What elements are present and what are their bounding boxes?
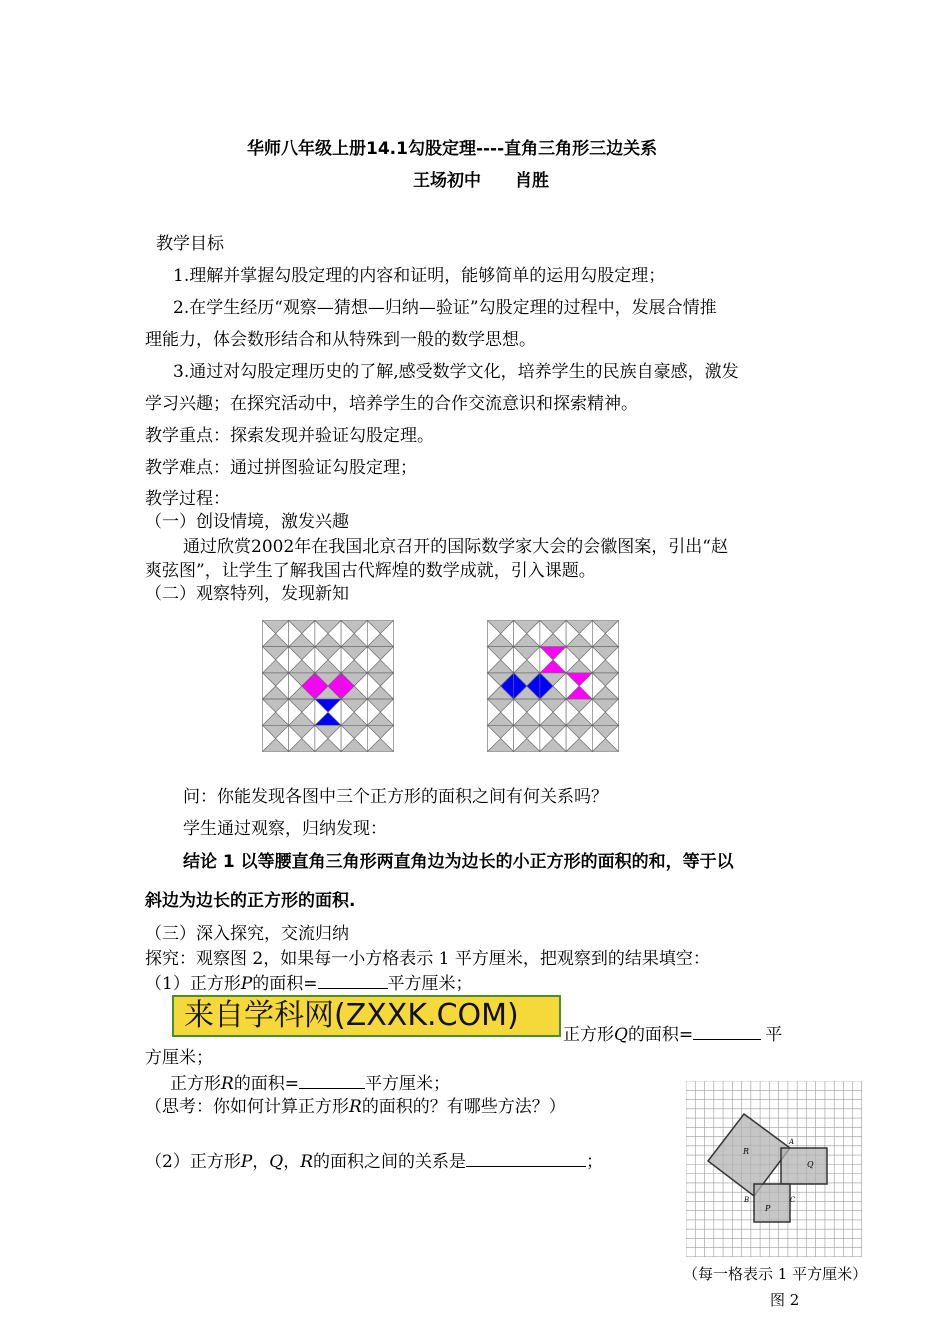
goal-item-2: 2.在学生经历“观察—猜想—归纳—验证”勾股定理的过程中，发展合情推 <box>173 298 717 318</box>
figure-2-label: 图 2 <box>770 1291 800 1309</box>
grid-figure-2 <box>686 1081 862 1257</box>
figure-2-caption: （每一格表示 1 平方厘米） <box>683 1265 868 1283</box>
question-1-r: 正方形R的面积= 平方厘米； <box>170 1074 451 1094</box>
question-1-q: 正方形Q的面积= 平 <box>563 1025 783 1045</box>
difficult-point: 教学难点：通过拼图验证勾股定理； <box>145 458 417 478</box>
goal-item-3-cont: 学习兴趣；在探究活动中，培养学生的合作交流意识和探索精神。 <box>145 394 638 414</box>
conclusion-1-cont: 斜边为边长的正方形的面积. <box>145 891 356 911</box>
tiling-figure-left <box>262 620 394 752</box>
label-b: B <box>744 1196 750 1204</box>
answer-blank-relation[interactable] <box>466 1150 586 1167</box>
section-2-heading: （二）观察特列，发现新知 <box>145 584 349 604</box>
answer-blank-q[interactable] <box>693 1023 761 1040</box>
section-1-text: 通过欣赏2002年在我国北京召开的国际数学家大会的会徽图案，引出“赵 <box>183 537 728 557</box>
question-2: （2）正方形P，Q，R的面积之间的关系是 ； <box>145 1152 604 1172</box>
observe-text: 学生通过观察，归纳发现： <box>183 819 387 839</box>
think-text: （思考：你如何计算正方形R的面积的？有哪些方法？） <box>145 1097 566 1117</box>
label-a: A <box>789 1138 795 1146</box>
tiling-figure-right <box>487 620 619 752</box>
watermark-banner: 来自学科网(ZXXK.COM) <box>172 995 561 1037</box>
label-q: Q <box>807 1160 814 1169</box>
question-text: 问：你能发现各图中三个正方形的面积之间有何关系吗？ <box>183 787 608 807</box>
page-title: 华师八年级上册14.1勾股定理----直角三角形三边关系 <box>247 139 658 159</box>
explore-text: 探究：观察图 2，如果每一小方格表示 1 平方厘米，把观察到的结果填空： <box>145 949 710 969</box>
section-1-heading: （一）创设情境，激发兴趣 <box>145 512 349 532</box>
process-heading: 教学过程： <box>145 489 230 509</box>
section-3-heading: （三）深入探究，交流归纳 <box>145 924 349 944</box>
goal-item-3: 3.通过对勾股定理历史的了解,感受数学文化，培养学生的民族自豪感，激发 <box>173 362 739 382</box>
square-q <box>781 1148 827 1184</box>
label-c: C <box>790 1196 796 1204</box>
conclusion-1: 结论 1 以等腰直角三角形两直角边为边长的小正方形的面积的和，等于以 <box>183 852 734 872</box>
square-p <box>754 1184 790 1222</box>
section-1-text-cont: 爽弦图”，让学生了解我国古代辉煌的数学成就，引入课题。 <box>145 561 596 581</box>
label-r: R <box>743 1147 750 1156</box>
answer-blank-p[interactable] <box>318 972 388 989</box>
question-1-q-cont: 方厘米； <box>145 1048 213 1068</box>
answer-blank-r[interactable] <box>299 1072 365 1089</box>
question-1-p: （1）正方形P的面积= 平方厘米； <box>145 974 473 994</box>
goals-heading: 教学目标 <box>156 234 224 254</box>
goal-item-1: 1.理解并掌握勾股定理的内容和证明，能够简单的运用勾股定理； <box>173 266 666 286</box>
goal-item-2-cont: 理能力，体会数形结合和从特殊到一般的数学思想。 <box>145 330 536 350</box>
label-p: P <box>765 1204 771 1213</box>
author-line: 王场初中 肖胜 <box>413 171 549 191</box>
key-point: 教学重点：探索发现并验证勾股定理。 <box>145 426 434 446</box>
